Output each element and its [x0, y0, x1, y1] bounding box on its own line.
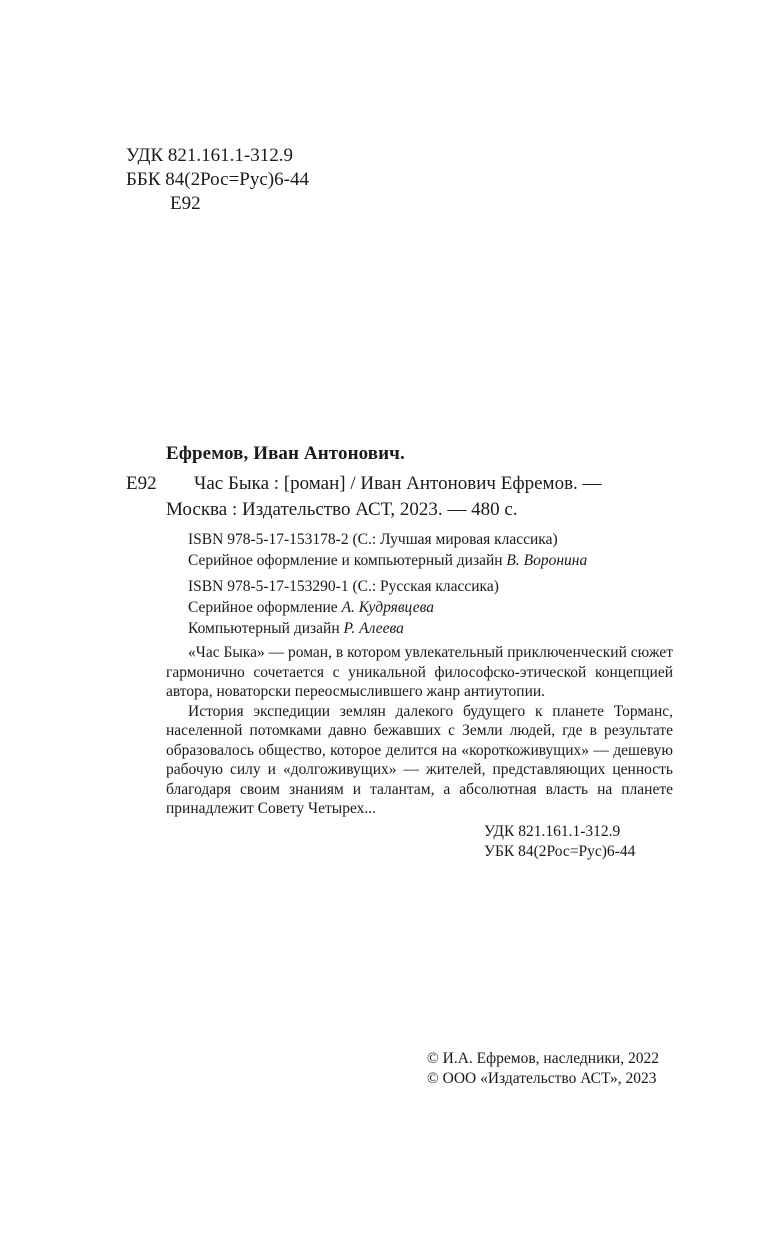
- design-credit-2: [188, 597, 434, 618]
- design-credit-1: [188, 550, 587, 571]
- designer-name-1: В. Воронина: [506, 552, 588, 569]
- publication-line: Москва : Издательство АСТ, 2023. — 480 с.: [166, 499, 518, 520]
- isbn-line-1: ISBN 978-5-17-153178-2 (С.: Лучшая мировая классика): [188, 531, 558, 548]
- annotation-paragraph-1: «Час Быка» — роман, в котором увлекательный приключенческий сюжет гармонично сочетается с уникальной философско-этической концепцией автора, новаторски переосмыслившего жанр антиутопии.: [166, 644, 673, 700]
- designer-name-2: А. Кудрявцева: [341, 599, 434, 616]
- designer-name-3: Р. Алеева: [343, 620, 404, 637]
- copyright-line-2: © ООО «Издательство АСТ», 2023: [427, 1070, 657, 1087]
- design-credit-1-label: Серийное оформление и компьютерный дизайн: [188, 552, 507, 569]
- design-credit-2-label: Серийное оформление: [188, 599, 342, 616]
- bbk-code: ББК 84(2Рос=Рус)6-44: [126, 169, 309, 190]
- entry-author-mark: Е92: [126, 473, 157, 494]
- author-heading: Ефремов, Иван Антонович.: [166, 443, 405, 464]
- annotation-paragraph-2: История экспедиции землян далекого будущего к планете Торманс, населенной потомками давно бежавших с Земли людей, где в результате образовалось общество, которое делится на «короткоживущих» — дешевую рабочую силу и «долгоживущих» — жителей, представляющих ценность благодаря своим знаниям и талантам, а абсолютная власть на планете принадлежит Совету Четырех...: [166, 702, 673, 817]
- copyright-line-1: © И.А. Ефремов, наследники, 2022: [427, 1050, 659, 1067]
- udk-code-footer: УДК 821.161.1-312.9: [484, 823, 621, 840]
- bbk-code-footer: УБК 84(2Рос=Рус)6-44: [484, 843, 636, 860]
- author-mark: Е92: [170, 193, 201, 214]
- classification-block: [126, 144, 309, 216]
- design-credit-3: [188, 618, 404, 639]
- udk-code: УДК 821.161.1-312.9: [126, 145, 293, 166]
- design-credit-3-label: Компьютерный дизайн: [188, 620, 344, 637]
- isbn-line-2: ISBN 978-5-17-153290-1 (С.: Русская классика): [188, 578, 499, 595]
- classification-codes-footer: [484, 822, 635, 862]
- copyright-block: [427, 1049, 659, 1089]
- title-line: Час Быка : [роман] / Иван Антонович Ефремов. —: [194, 473, 602, 494]
- annotation: [166, 643, 673, 819]
